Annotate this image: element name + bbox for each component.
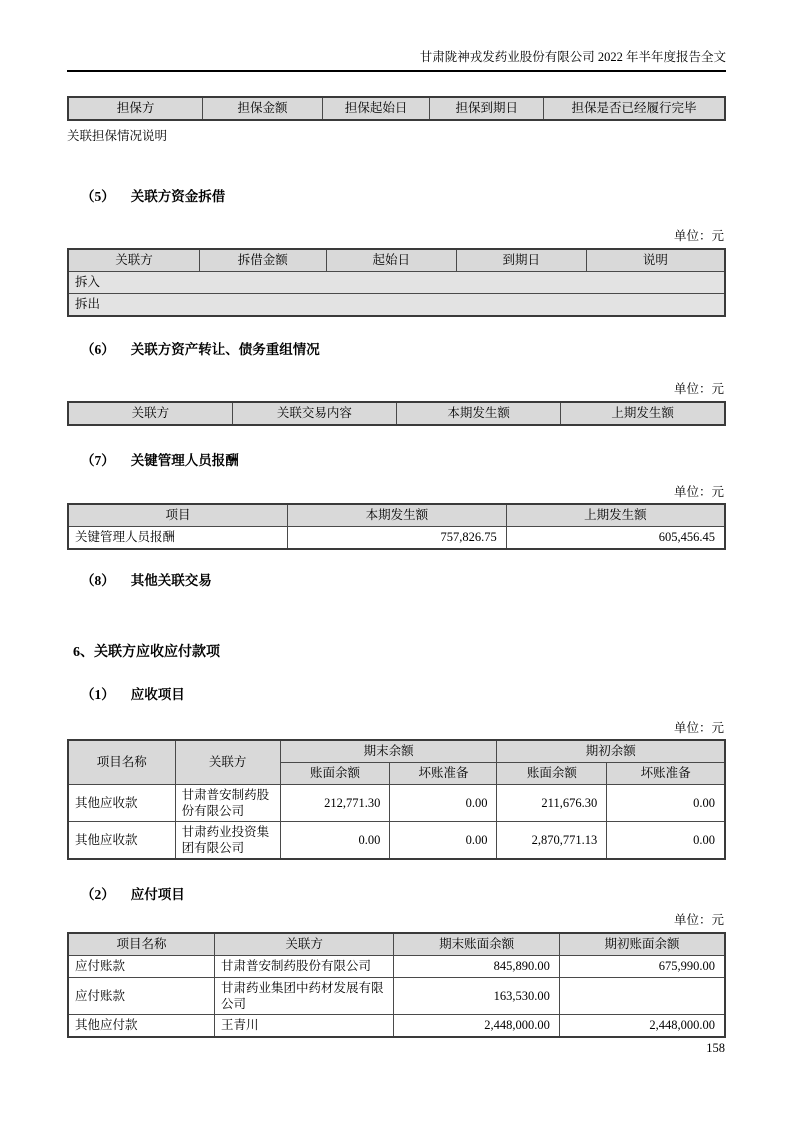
recv-header-book-begin: 账面余额 [497,763,607,785]
recv-bad-begin: 0.00 [607,822,725,860]
guarantee-header-end: 担保到期日 [430,97,544,120]
section-7-heading [67,452,726,469]
recv-party: 甘肃药业投资集团有限公司 [175,822,280,860]
unit-label: 单位：元 [673,913,724,927]
pay-item: 其他应付款 [68,1015,215,1038]
pay-beginning: 2,448,000.00 [559,1015,725,1038]
table-row [68,822,725,860]
unit-label: 单位：元 [673,382,724,396]
table-header-row [68,740,725,763]
unit-label: 单位：元 [673,721,724,735]
pay-header-party: 关联方 [215,933,394,956]
pay-party: 王青川 [215,1015,394,1038]
recv-bad-end: 0.00 [390,785,497,822]
recv-bad-begin: 0.00 [607,785,725,822]
pay-ending: 163,530.00 [394,978,560,1015]
transfer-header-party: 关联方 [68,402,232,425]
table-header-row [68,504,725,527]
pay-ending: 2,448,000.00 [394,1015,560,1038]
comp-header-prior: 上期发生额 [506,504,725,527]
section-5-heading [67,188,726,205]
table-header-row [68,933,725,956]
recv-header-bad-end: 坏账准备 [390,763,497,785]
recv-book-end: 212,771.30 [280,785,390,822]
borrow-header-start: 起始日 [326,249,456,272]
borrow-lend-table [67,248,726,317]
payable-heading [67,886,726,903]
receivables-table [67,739,726,860]
comp-header-current: 本期发生额 [287,504,506,527]
pay-item: 应付账款 [68,978,215,1015]
recv-book-begin: 211,676.30 [497,785,607,822]
table-row [68,527,725,550]
guarantee-header-party: 担保方 [68,97,203,120]
table-row [68,272,725,294]
payable-title: 应付项目 [130,887,185,902]
receivable-heading [67,686,726,703]
comp-prior-value: 605,456.45 [506,527,725,550]
table-row [68,956,725,978]
page-header [67,0,726,72]
recv-item: 其他应收款 [68,785,175,822]
receivable-title: 应收项目 [130,687,185,702]
section-8-heading [67,572,726,589]
recv-header-beginning-group: 期初余额 [497,740,725,763]
pay-ending: 845,890.00 [394,956,560,978]
guarantee-table [67,96,726,121]
transfer-header-current: 本期发生额 [397,402,561,425]
main-section-6-heading: 6、关联方应收应付款项 [73,645,220,660]
guarantee-header-amount: 担保金额 [203,97,323,120]
pay-party: 甘肃普安制药股份有限公司 [215,956,394,978]
pay-beginning [559,978,725,1015]
comp-item: 关键管理人员报酬 [68,527,287,550]
payables-table [67,932,726,1038]
section-6-title: 关联方资产转让、债务重组情况 [130,342,320,357]
recv-header-bad-begin: 坏账准备 [607,763,725,785]
section-6-number: （6） [81,342,115,357]
recv-party: 甘肃普安制药股份有限公司 [175,785,280,822]
table-header-row [68,97,725,120]
table-row [68,978,725,1015]
guarantee-note: 关联担保情况说明 [67,129,168,143]
pay-party: 甘肃药业集团中药材发展有限公司 [215,978,394,1015]
pay-header-beginning: 期初账面余额 [559,933,725,956]
transfer-header-content: 关联交易内容 [232,402,396,425]
report-title: 甘肃陇神戎发药业股份有限公司 2022 年半年度报告全文 [419,50,726,64]
receivable-number: （1） [81,687,115,702]
table-row [68,785,725,822]
pay-beginning: 675,990.00 [559,956,725,978]
pay-item: 应付账款 [68,956,215,978]
recv-item: 其他应收款 [68,822,175,860]
borrow-out-row: 拆出 [68,294,725,317]
guarantee-header-start: 担保起始日 [322,97,430,120]
section-7-number: （7） [81,453,115,468]
pay-header-ending: 期末账面余额 [394,933,560,956]
table-header-row [68,402,725,425]
payable-number: （2） [81,887,115,902]
unit-label: 单位：元 [673,485,724,499]
section-8-number: （8） [81,573,115,588]
comp-header-item: 项目 [68,504,287,527]
unit-label: 单位：元 [673,229,724,243]
comp-current-value: 757,826.75 [287,527,506,550]
asset-transfer-table [67,401,726,426]
transfer-header-prior: 上期发生额 [561,402,725,425]
section-7-title: 关键管理人员报酬 [130,453,239,468]
section-8-title: 其他关联交易 [130,573,212,588]
table-row [68,294,725,317]
table-header-row [68,249,725,272]
recv-header-item: 项目名称 [68,740,175,785]
compensation-table [67,503,726,550]
section-5-title: 关联方资金拆借 [130,189,226,204]
borrow-header-amount: 拆借金额 [199,249,326,272]
recv-book-begin: 2,870,771.13 [497,822,607,860]
recv-book-end: 0.00 [280,822,390,860]
page-number: 158 [706,1041,725,1055]
guarantee-header-fulfilled: 担保是否已经履行完毕 [544,97,725,120]
recv-header-ending-group: 期末余额 [280,740,497,763]
table-row [68,1015,725,1038]
recv-header-book-end: 账面余额 [280,763,390,785]
borrow-header-note: 说明 [586,249,725,272]
borrow-header-party: 关联方 [68,249,199,272]
recv-header-party: 关联方 [175,740,280,785]
section-5-number: （5） [81,189,115,204]
pay-header-item: 项目名称 [68,933,215,956]
recv-bad-end: 0.00 [390,822,497,860]
borrow-in-row: 拆入 [68,272,725,294]
section-6-heading [67,341,726,358]
borrow-header-end: 到期日 [456,249,586,272]
